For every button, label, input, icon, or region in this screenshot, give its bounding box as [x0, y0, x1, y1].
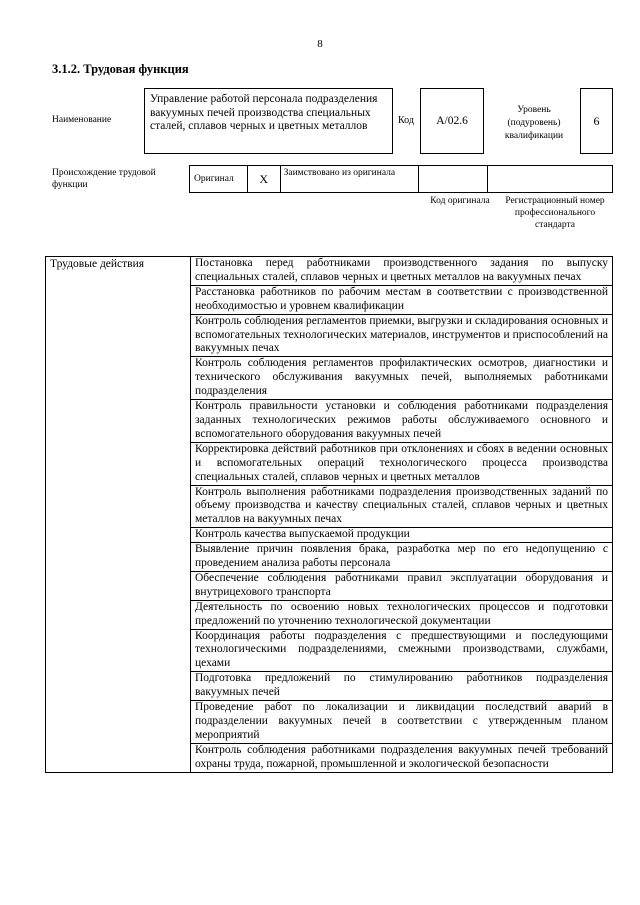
action-item: Выявление причин появления брака, разработка мер по его недопущению с проведением анализа работы персонала [191, 543, 613, 572]
code-label: Код [398, 115, 414, 126]
action-item: Контроль соблюдения работниками подразделения вакуумных печей требований охраны труда, пожарной, промышленной и экологической безопасности [191, 743, 613, 772]
page-number: 8 [317, 38, 323, 50]
original-mark: X [248, 166, 281, 192]
action-item: Обеспечение соблюдения работниками правил эксплуатации оборудования и внутрицехового транспорта [191, 571, 613, 600]
code-original-caption: Код оригинала [430, 196, 490, 206]
table-row [46, 257, 613, 286]
reg-number-cell [488, 166, 612, 192]
action-item: Контроль качества выпускаемой продукции [191, 528, 613, 543]
original-label: Оригинал [190, 166, 248, 192]
action-item: Координация работы подразделения с предшествующими и последующими технологическими подразделениями, смежными производствами, службами, цехами [191, 629, 613, 672]
name-label: Наименование [52, 115, 112, 125]
action-item: Проведение работ по локализации и ликвидации последствий аварий в подразделении вакуумных печей в соответствии с утвержденным планом мероприятий [191, 701, 613, 744]
action-item: Расстановка работников по рабочим местам в соответствии с производственной необходимостью и уровнем квалификации [191, 285, 613, 314]
code-box: A/02.6 [420, 88, 484, 154]
origin-row [189, 165, 613, 193]
function-name-box: Управление работой персонала подразделения вакуумных печей производства специальных сталей, сплавов черных и цветных металлов [144, 88, 393, 154]
borrowed-label: Заимствовано из оригинала [281, 166, 419, 192]
qualification-level-label: Уровень (подуровень) квалификации [504, 105, 564, 141]
action-item: Деятельность по освоению новых технологических процессов и подготовки предложений по уточнению технологической документации [191, 600, 613, 629]
action-item: Контроль выполнения работниками подразделения производственных заданий по объему производства и качеству специальных сталей, сплавов черных и цветных металлов на вакуумных печах [191, 485, 613, 528]
origin-label: Происхождение трудовой функции [52, 168, 156, 190]
action-item: Контроль соблюдения регламентов профилактических осмотров, диагностики и технического обслуживания вакуумных печей, выполняемых работниками подразделения [191, 357, 613, 400]
reg-number-caption: Регистрационный номер профессионального стандарта [505, 196, 605, 230]
action-item: Корректировка действий работников при отклонениях и сбоях в ведении основных и вспомогательных операций технологического процесса производства специальных сталей, сплавов черных и цветных металлов [191, 442, 613, 485]
action-item: Постановка перед работниками производственного задания по выпуску специальных сталей, сплавов черных и цветных металлов на вакуумных печах [191, 257, 613, 286]
action-item: Контроль правильности установки и соблюдения работниками подразделения заданных технологических режимов работы обслуживаемого основного и вспомогательного оборудования вакуумных печей [191, 400, 613, 443]
action-item: Контроль соблюдения регламентов приемки, выгрузки и складирования основных и вспомогательных технологических материалов, инструментов и приспособлений на вакуумных печах [191, 314, 613, 357]
action-item: Подготовка предложений по стимулированию работников подразделения вакуумных печей [191, 672, 613, 701]
actions-heading: Трудовые действия [46, 257, 191, 773]
labor-actions-table [45, 256, 613, 773]
section-title: 3.1.2. Трудовая функция [52, 62, 189, 76]
code-original-cell [419, 166, 488, 192]
qualification-level-box: 6 [580, 88, 613, 154]
